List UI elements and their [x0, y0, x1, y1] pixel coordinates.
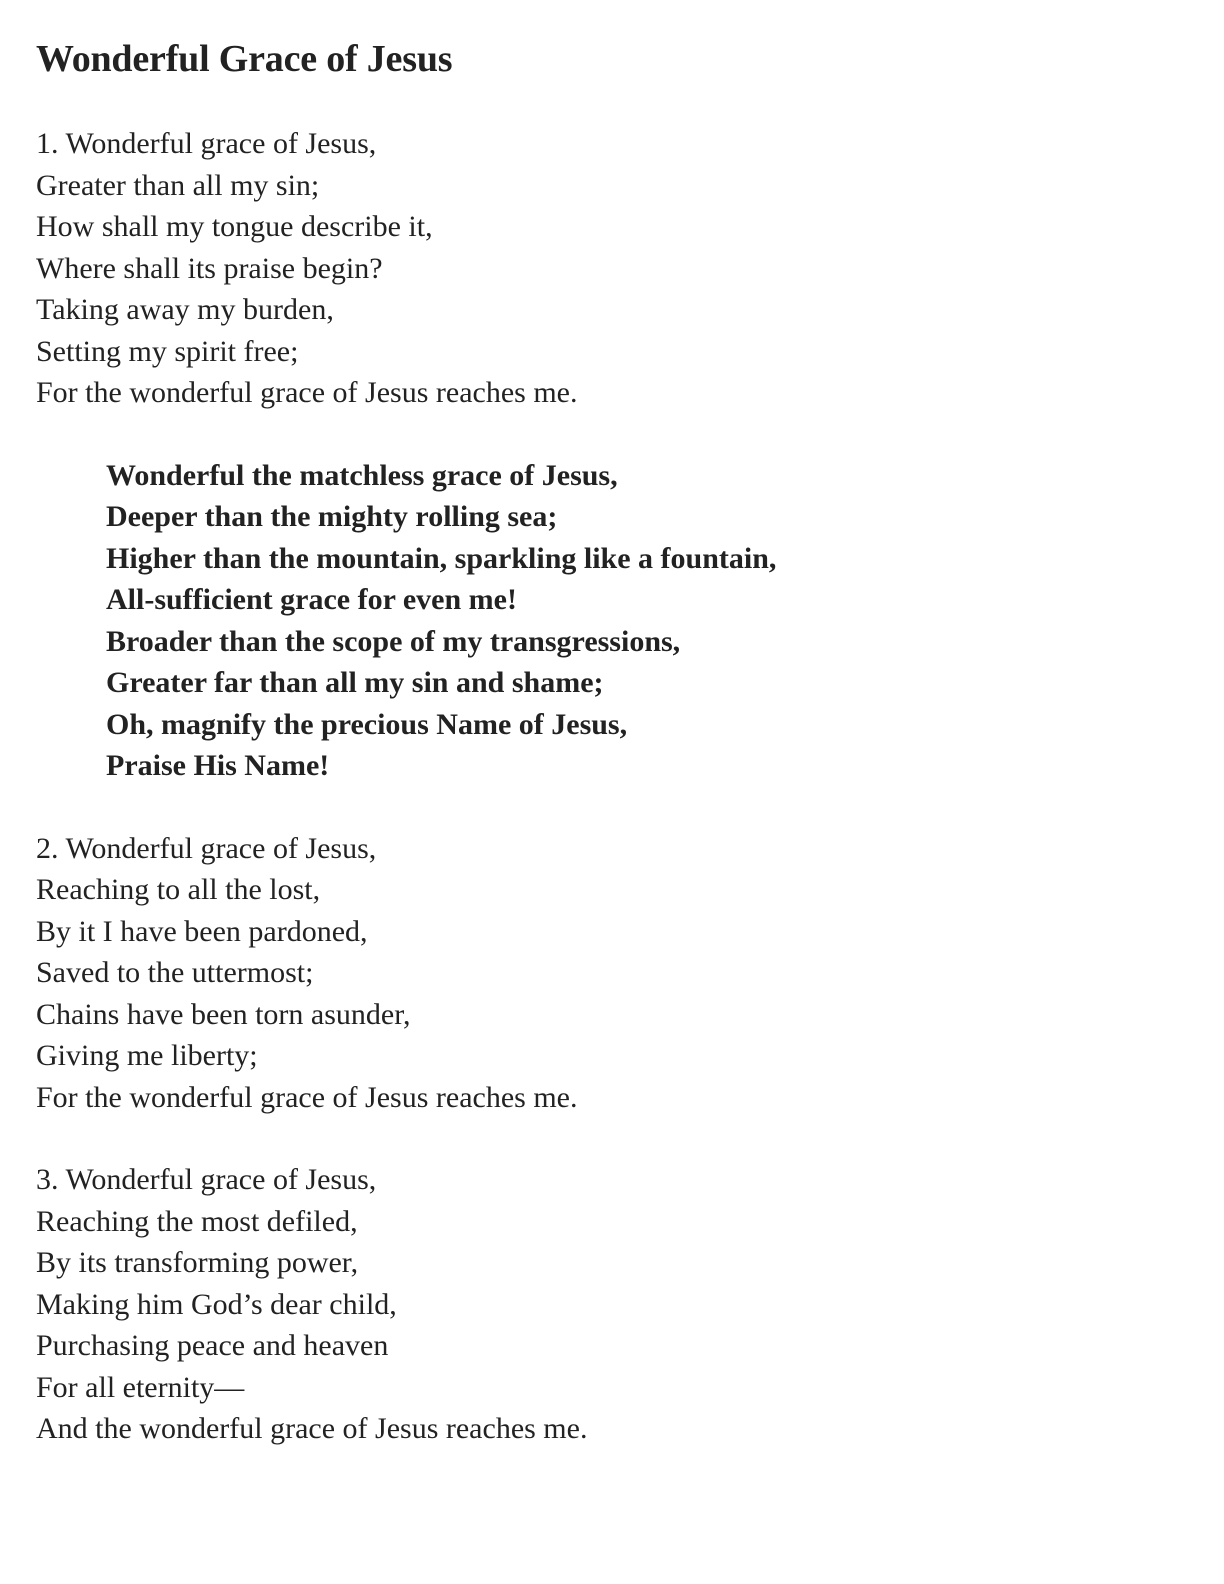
lyric-line: Greater than all my sin;: [36, 168, 320, 202]
lyric-line: Praise His Name!: [106, 749, 330, 782]
stanza-verse-3: [36, 1159, 1184, 1450]
lyric-line: Reaching the most defiled,: [36, 1204, 358, 1238]
lyric-line: Where shall its praise begin?: [36, 251, 383, 285]
page-title: Wonderful Grace of Jesus: [36, 38, 453, 80]
lyric-line: Wonderful the matchless grace of Jesus,: [106, 458, 618, 492]
lyric-line: Higher than the mountain, sparkling like a fountain,: [106, 541, 777, 575]
lyric-line: Taking away my burden,: [36, 293, 334, 326]
lyric-line: For the wonderful grace of Jesus reaches me.: [36, 1080, 578, 1114]
lyric-line: And the wonderful grace of Jesus reaches me.: [36, 1412, 588, 1445]
lyric-line: Saved to the uttermost;: [36, 956, 314, 989]
lyric-line: Making him God’s dear child,: [36, 1287, 397, 1321]
lyric-line: By it I have been pardoned,: [36, 914, 368, 948]
lyric-line: All-sufficient grace for even me!: [106, 583, 517, 616]
lyric-line: Setting my spirit free;: [36, 334, 299, 368]
lyric-line: Chains have been torn asunder,: [36, 997, 411, 1031]
lyric-line: 1. Wonderful grace of Jesus,: [36, 127, 377, 160]
lyric-line: Giving me liberty;: [36, 1039, 258, 1072]
hymn-body: [36, 123, 1184, 1450]
lyric-line: 2. Wonderful grace of Jesus,: [36, 831, 377, 865]
stanza-chorus: [36, 455, 1184, 787]
lyric-line: Deeper than the mighty rolling sea;: [106, 500, 558, 533]
lyric-line: Reaching to all the lost,: [36, 873, 321, 906]
stanza-verse-2: [36, 828, 1184, 1119]
lyric-line: Oh, magnify the precious Name of Jesus,: [106, 707, 628, 741]
lyric-line: 3. Wonderful grace of Jesus,: [36, 1163, 377, 1196]
lyric-line: Greater far than all my sin and shame;: [106, 666, 604, 699]
lyric-line: How shall my tongue describe it,: [36, 210, 433, 243]
lyric-line: For all eternity—: [36, 1370, 245, 1404]
lyric-line: Broader than the scope of my transgressions,: [106, 624, 681, 658]
stanza-verse-1: [36, 123, 1184, 414]
lyric-line: By its transforming power,: [36, 1246, 359, 1279]
lyric-line: Purchasing peace and heaven: [36, 1329, 389, 1362]
lyric-line: For the wonderful grace of Jesus reaches me.: [36, 376, 578, 409]
